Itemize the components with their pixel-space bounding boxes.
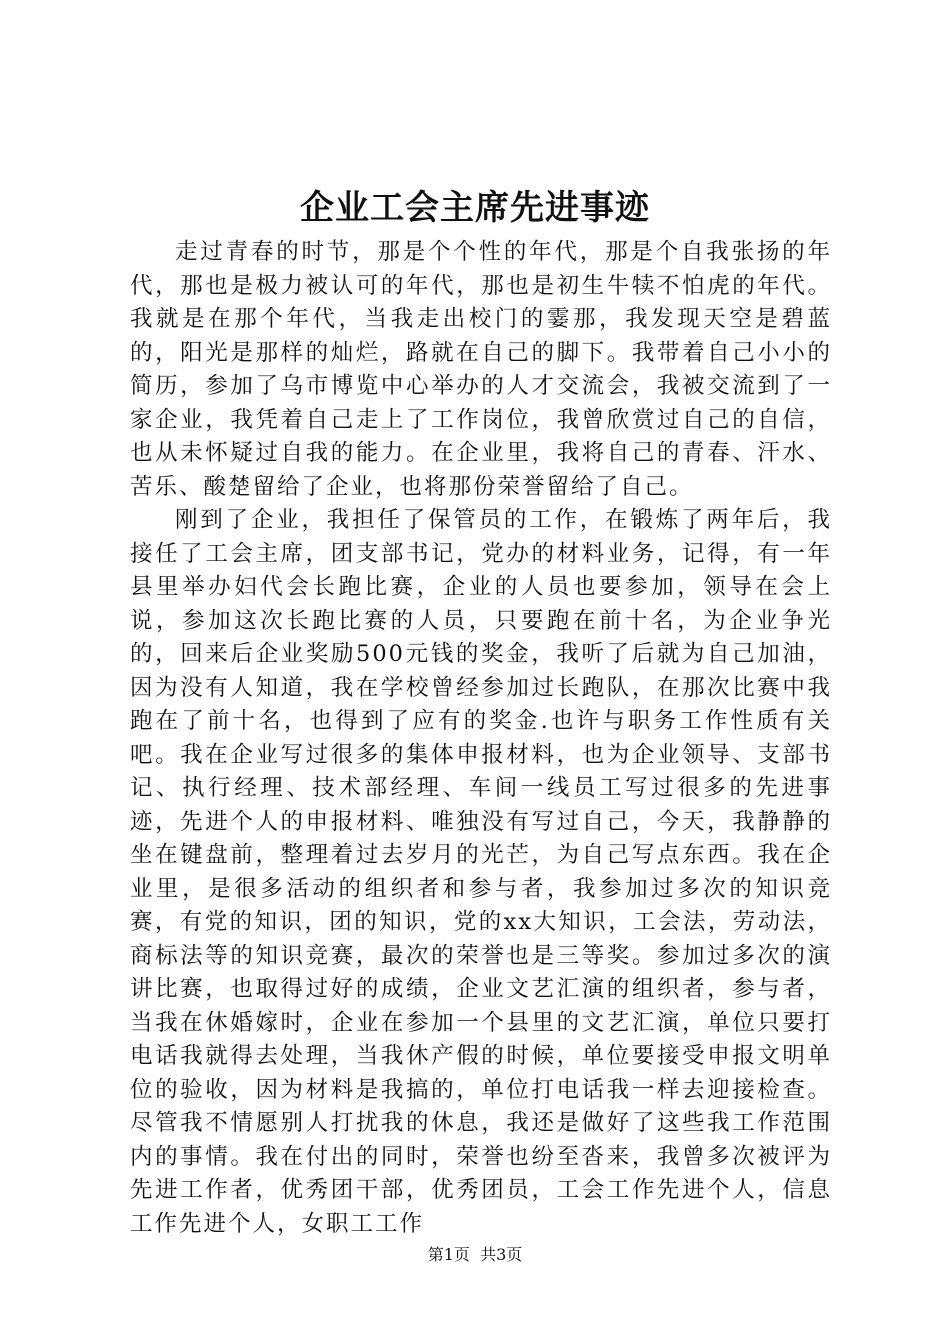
paragraph: 刚到了企业，我担任了保管员的工作，在锻炼了两年后，我接任了工会主席，团支部书记，党办的材料业务，记得，有一年县里举办妇代会长跑比赛，企业的人员也要参加，领导在会上说，参加这次长跑比赛的人员，只要跑在前十名，为企业争光的，回来后企业奖励500元钱的奖金，我听了后就为自己加油，因为没有人知道，我在学校曾经参加过长跑队，在那次比赛中我跑在了前十名，也得到了应有的奖金.也许与职务工作性质有关吧。我在企业写过很多的集体申报材料，也为企业领导、支部书记、执行经理、技术部经理、车间一线员工写过很多的先进事迹，先进个人的申报材料、唯独没有写过自己，今天，我静静的坐在键盘前，整理着过去岁月的光芒，为自己写点东西。我在企业里，是很多活动的组织者和参与者，我参加过多次的知识竞赛，有党的知识，团的知识，党的xx大知识，工会法，劳动法，商标法等的知识竞赛，最次的荣誉也是三等奖。参加过多次的演讲比赛，也取得过好的成绩，企业文艺汇演的组织者，参与者，当我在休婚嫁时，企业在参加一个县里的文艺汇演，单位只要打电话我就得去处理，当我休产假的时候，单位要接受申报文明单位的验收，因为材料是我搞的，单位打电话我一样去迎接检查。尽管我不情愿别人打扰我的休息，我还是做好了这些我工作范围内的事情。我在付出的同时，荣誉也纷至沓来，我曾多次被评为先进工作者，优秀团干部，优秀团员，工会工作先进个人，信息工作先进个人，女职工工作 xyxy=(130,507,832,1237)
paragraph: 走过青春的时节，那是个个性的年代，那是个自我张扬的年代，那也是极力被认可的年代，那也是初生牛犊不怕虎的年代。我就是在那个年代，当我走出校门的霎那，我发现天空是碧蓝的，阳光是那样的灿烂，路就在自己的脚下。我带着自己小小的简历，参加了乌市博览中心举办的人才交流会，我被交流到了一家企业，我凭着自己走上了工作岗位，我曾欣赏过自己的自信，也从未怀疑过自我的能力。在企业里，我将自己的青春、汗水、苦乐、酸楚留给了企业，也将那份荣誉留给了自己。 xyxy=(130,239,832,500)
document-title: 企业工会主席先进事迹 xyxy=(300,188,650,228)
document-body xyxy=(130,236,832,1241)
page-footer: 第1页 共3页 xyxy=(427,1245,523,1264)
